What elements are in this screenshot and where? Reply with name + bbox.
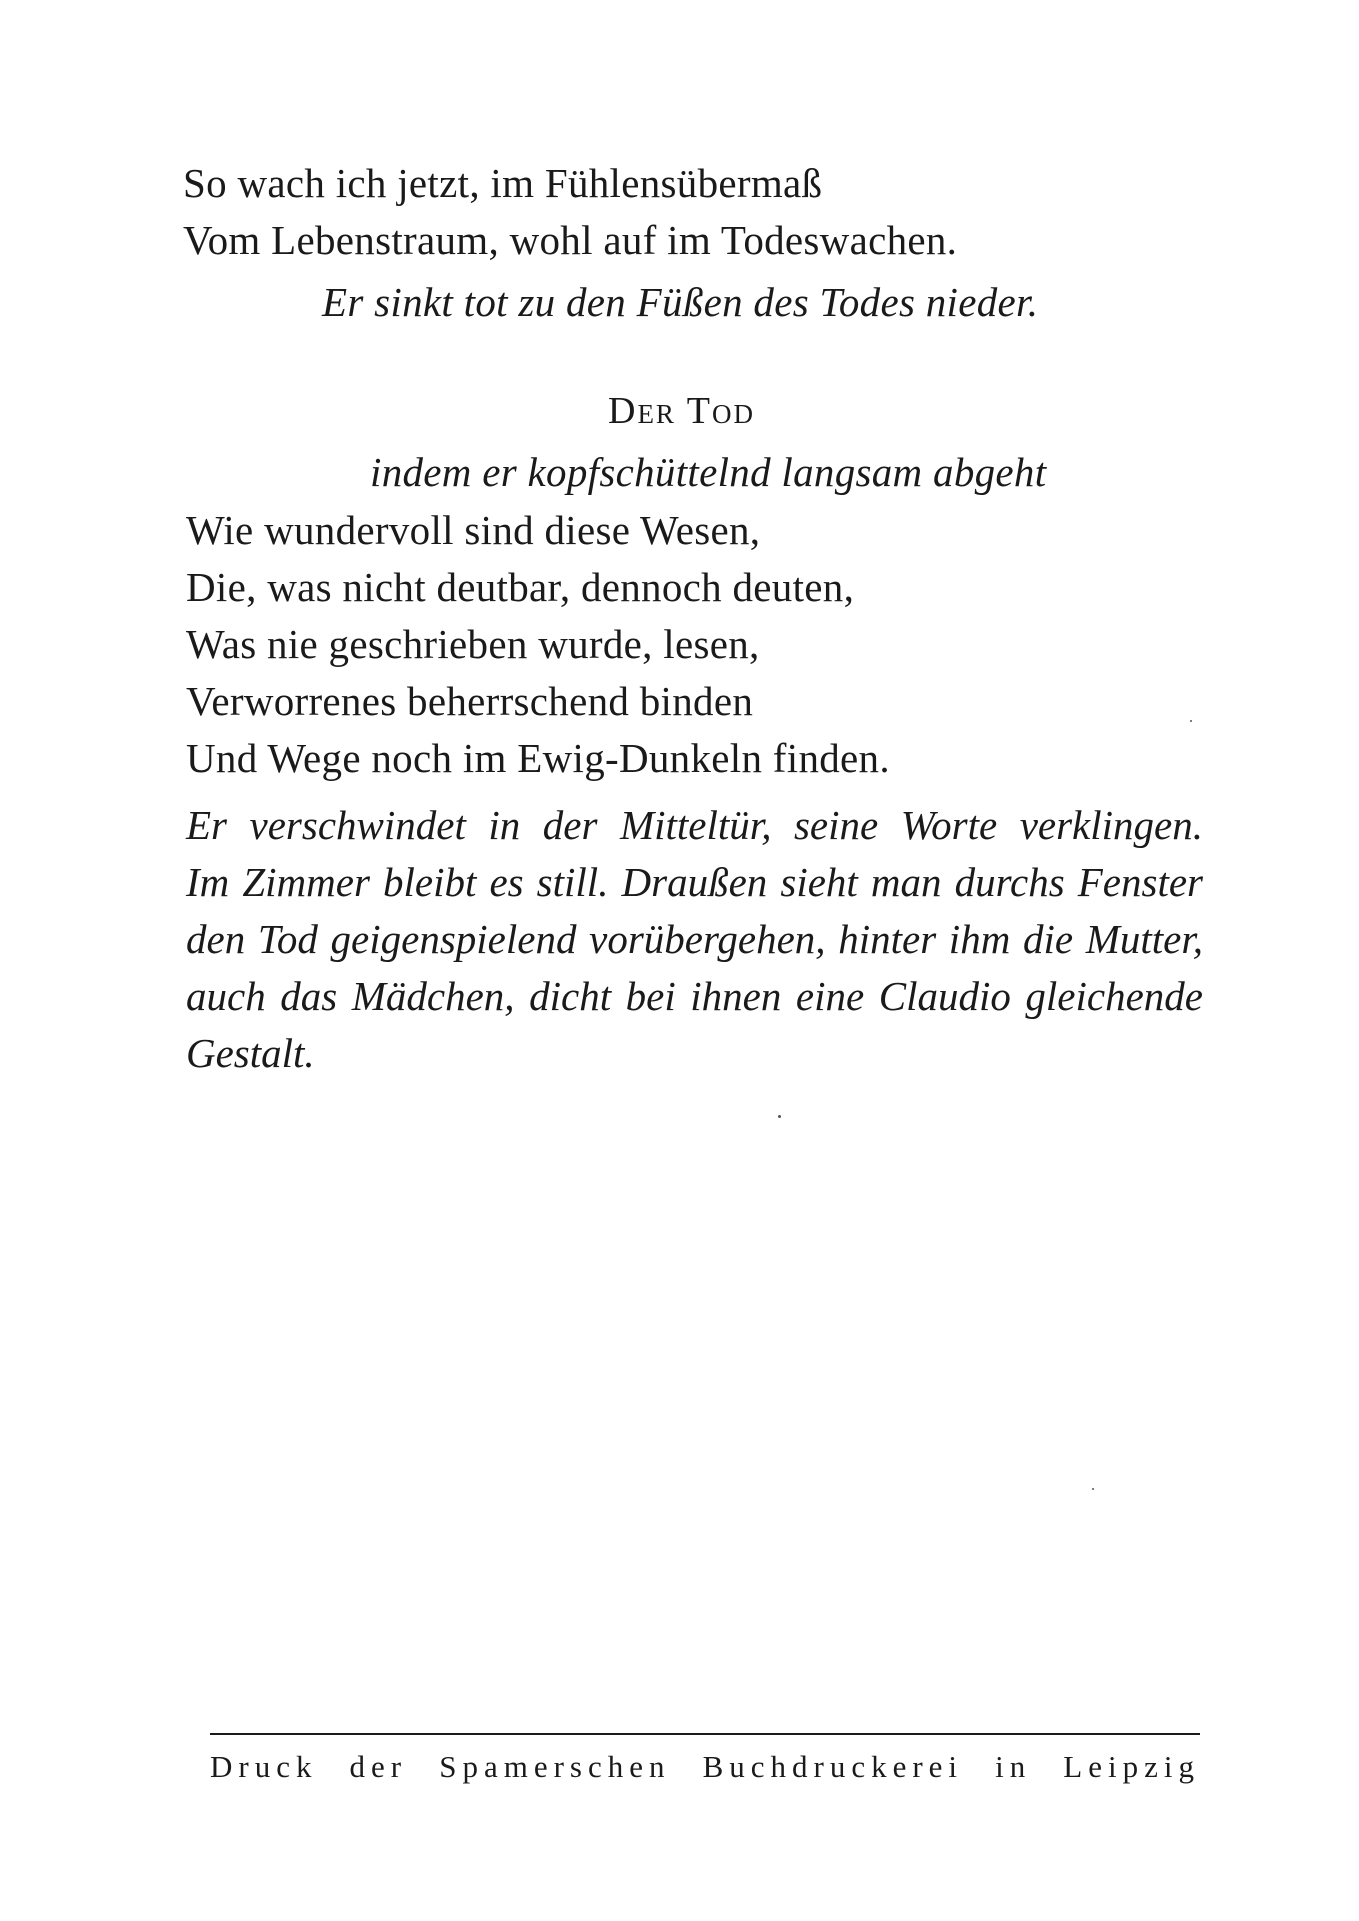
paper-speck bbox=[778, 1115, 781, 1118]
printer-imprint: Druck der Spamerschen Buchdruckerei in Leipzig bbox=[210, 1749, 1200, 1784]
speaker-name: Der Tod bbox=[608, 390, 755, 432]
paper-speck bbox=[1092, 1488, 1094, 1490]
speaker-direction: indem er kopfschüttelnd langsam abgeht bbox=[370, 449, 1047, 495]
stage-direction: Er sinkt tot zu den Füßen des Todes nieder. bbox=[322, 279, 1039, 325]
stage-direction-line: den Tod geigenspielend vorübergehen, hinter ihm die Mutter, bbox=[186, 916, 1203, 962]
verse-line: Die, was nicht deutbar, dennoch deuten, bbox=[186, 564, 855, 610]
verse-line: Vom Lebenstraum, wohl auf im Todeswachen. bbox=[183, 217, 958, 263]
verse-line: So wach ich jetzt, im Fühlensübermaß bbox=[183, 160, 823, 206]
paper-speck bbox=[1190, 720, 1192, 722]
verse-line: Und Wege noch im Ewig-Dunkeln finden. bbox=[186, 735, 890, 781]
verse-line: Wie wundervoll sind diese Wesen, bbox=[186, 507, 761, 553]
stage-direction-line: Gestalt. bbox=[186, 1030, 315, 1076]
verse-line: Verworrenes beherrschend binden bbox=[186, 678, 754, 724]
stage-direction-line: Im Zimmer bleibt es still. Draußen sieht man durchs Fenster bbox=[186, 859, 1203, 905]
stage-direction-line: Er verschwindet in der Mitteltür, seine Worte verklingen. bbox=[186, 802, 1203, 848]
verse-line: Was nie geschrieben wurde, lesen, bbox=[186, 621, 760, 667]
stage-direction-line: auch das Mädchen, dicht bei ihnen eine Claudio gleichende bbox=[186, 973, 1203, 1019]
imprint-rule bbox=[210, 1733, 1200, 1735]
